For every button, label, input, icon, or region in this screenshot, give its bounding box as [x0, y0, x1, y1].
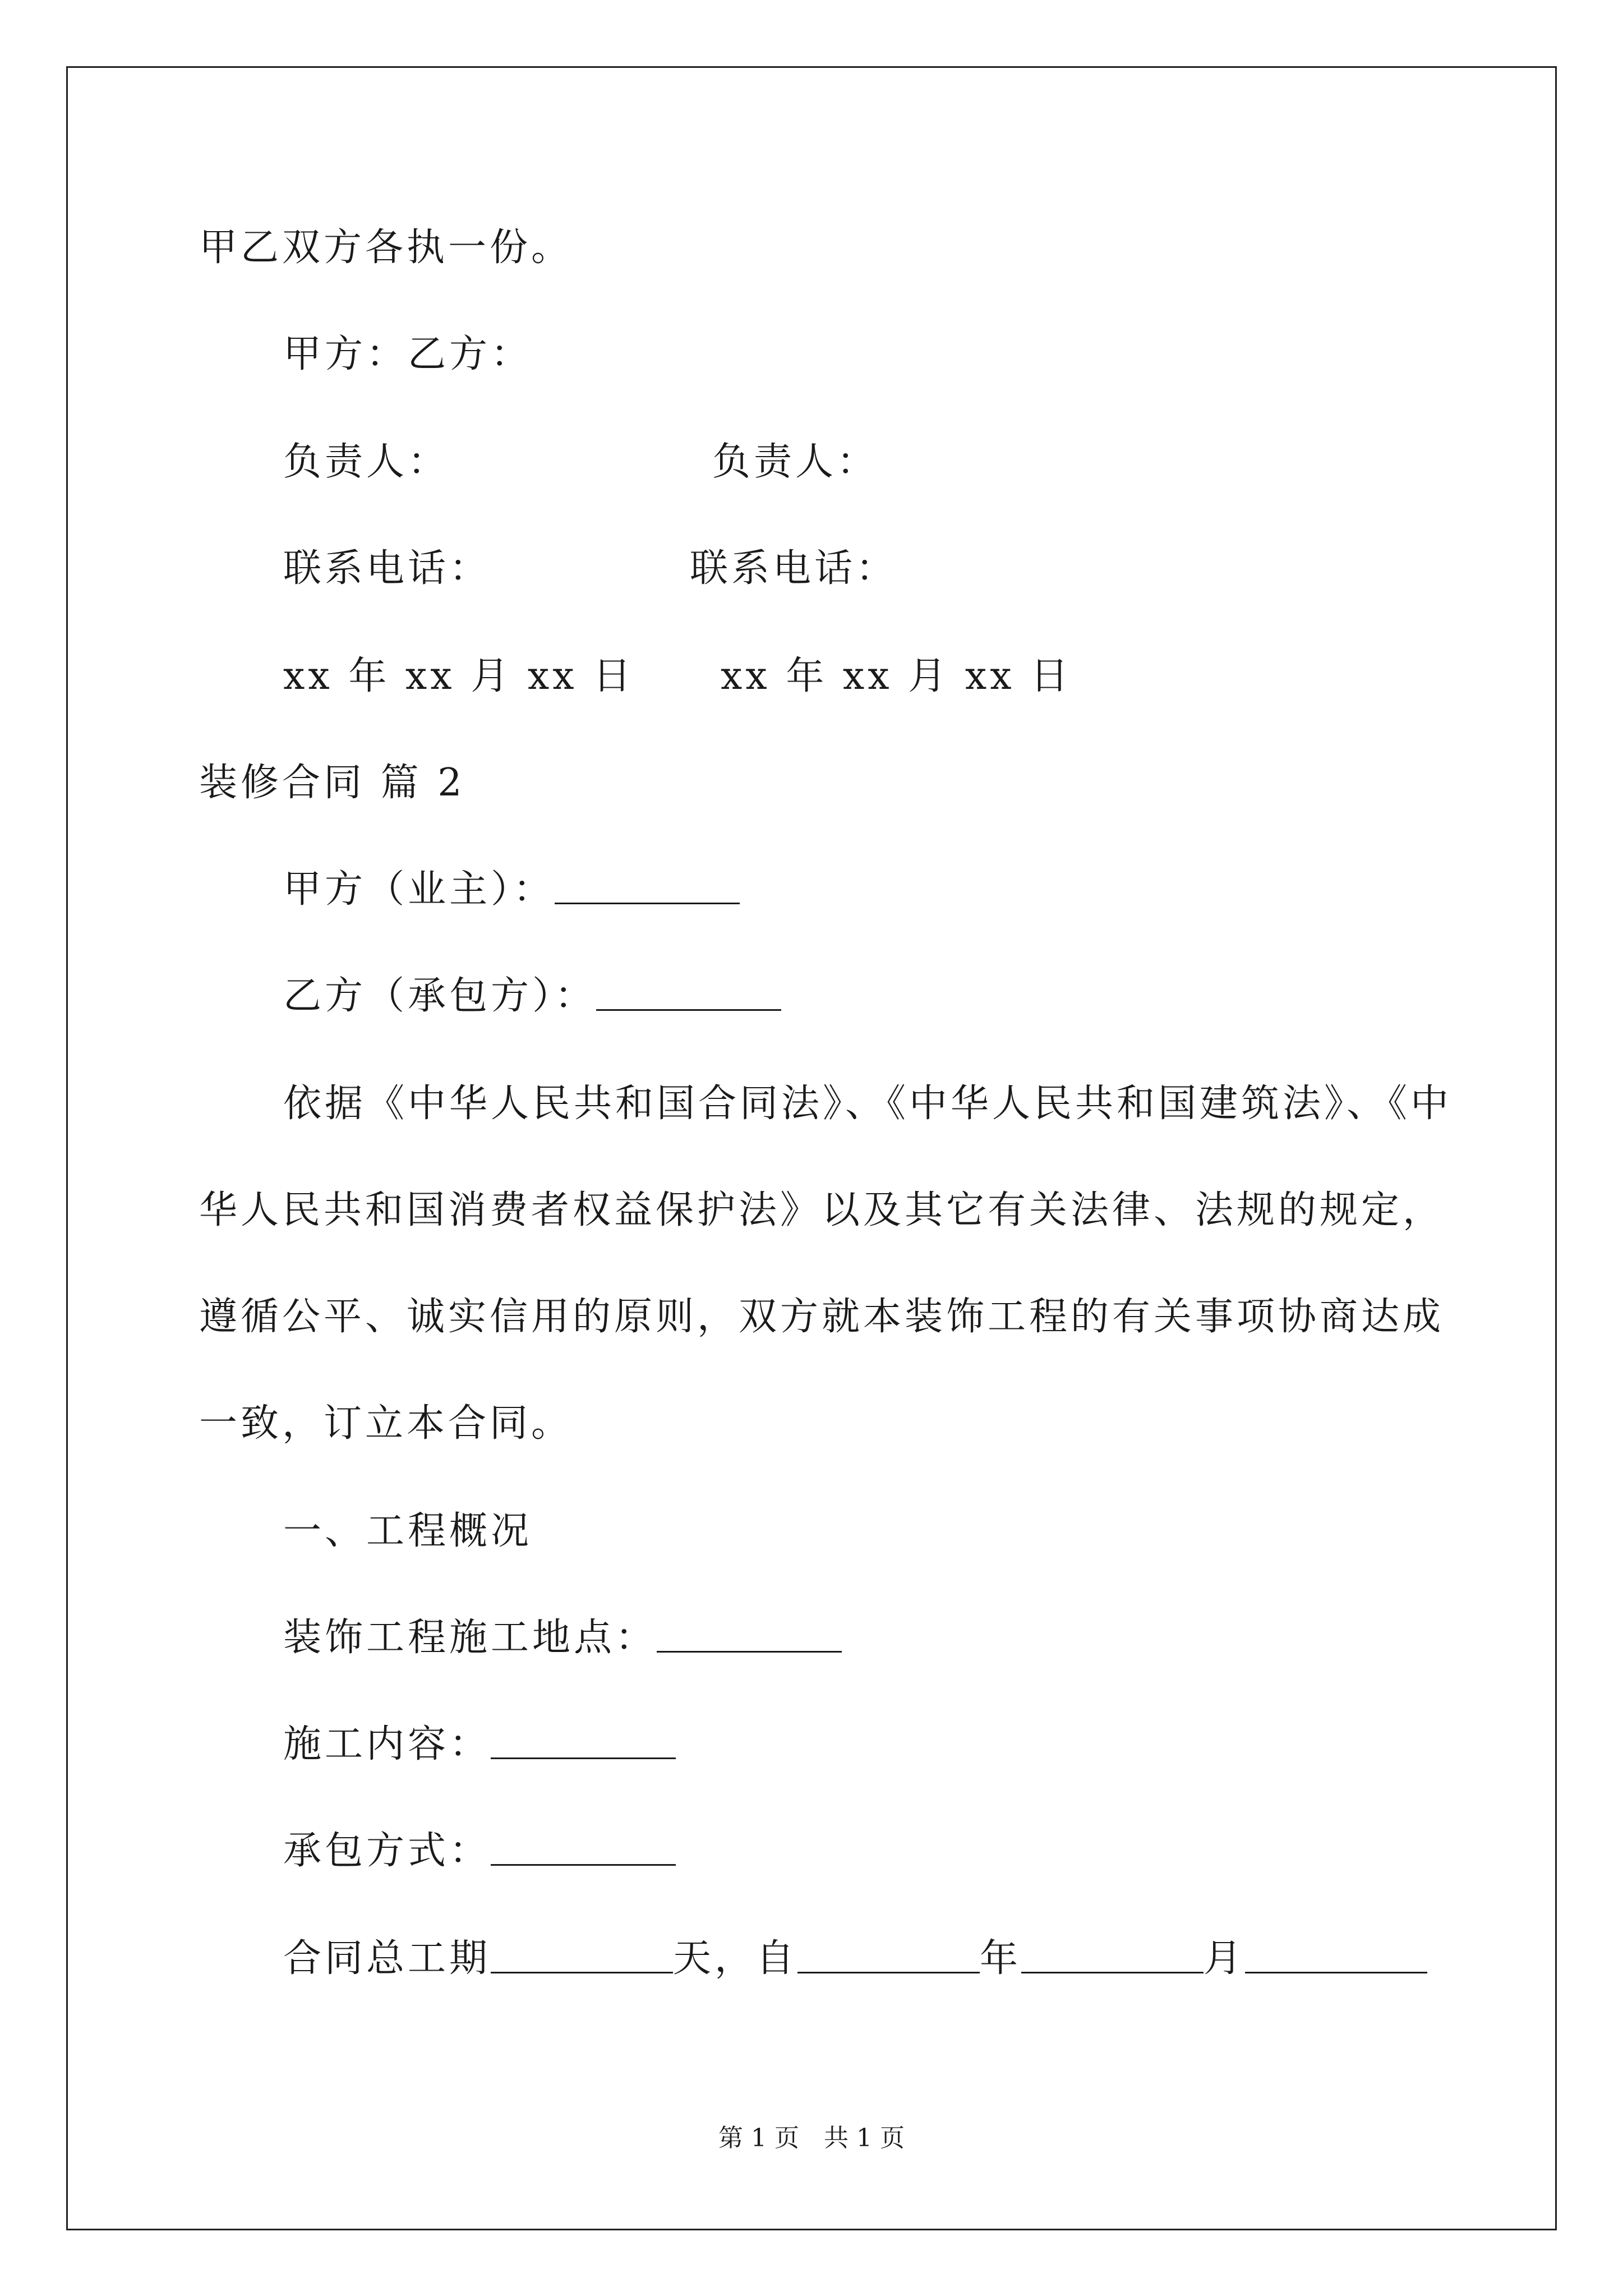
content-line [283, 1722, 676, 1766]
party-a-blank [555, 903, 740, 904]
period-line [283, 1936, 1427, 1981]
site-label: 装饰工程施工地点： [283, 1616, 657, 1660]
mode-line [283, 1829, 676, 1873]
paragraph-line: 华人民共和国消费者权益保护法》以及其它有关法律、法规的规定， [199, 1188, 1445, 1232]
text-line: 联系电话： [690, 546, 898, 591]
text-line: xx 年 xx 月 xx 日 [283, 654, 635, 698]
content-blank [491, 1757, 676, 1759]
period-label: 合同总工期 [283, 1936, 491, 1981]
text-line: xx 年 xx 月 xx 日 [721, 654, 1072, 698]
paragraph-line: 遵循公平、诚实信用的原则，双方就本装饰工程的有关事项协商达成 [199, 1295, 1445, 1339]
period-days-blank [491, 1972, 673, 1973]
text-line: 负责人： [712, 440, 879, 484]
period-year-label: 年 [980, 1936, 1022, 1981]
period-day-blank [1245, 1972, 1427, 1973]
party-b-blank [596, 1009, 781, 1011]
section-heading: 装修合同 篇 2 [199, 761, 465, 805]
mode-blank [491, 1864, 676, 1866]
text-line: 甲方：乙方： [283, 332, 533, 376]
period-days-label: 天，自 [673, 1936, 798, 1981]
period-month-blank [1021, 1972, 1204, 1973]
text-line: 甲乙双方各执一份。 [199, 226, 573, 270]
party-a-line [283, 867, 740, 912]
paragraph-line: 一致，订立本合同。 [199, 1401, 573, 1446]
page-border [66, 66, 1557, 2230]
site-blank [657, 1651, 842, 1653]
site-line [283, 1616, 842, 1660]
party-b-line [283, 974, 781, 1018]
period-year-blank [797, 1972, 980, 1973]
text-line: 联系电话： [283, 546, 491, 591]
mode-label: 承包方式： [283, 1829, 491, 1873]
party-a-label: 甲方（业主）： [283, 867, 555, 912]
period-month-label: 月 [1204, 1936, 1246, 1981]
section-title: 一、工程概况 [283, 1509, 533, 1553]
page-footer: 第 1 页 共 1 页 [718, 2124, 905, 2152]
text-line: 负责人： [283, 440, 450, 484]
party-b-label: 乙方（承包方）： [283, 974, 597, 1018]
paragraph-line: 依据《中华人民共和国合同法》、《中华人民共和国建筑法》、《中 [283, 1082, 1453, 1126]
content-label: 施工内容： [283, 1722, 491, 1766]
